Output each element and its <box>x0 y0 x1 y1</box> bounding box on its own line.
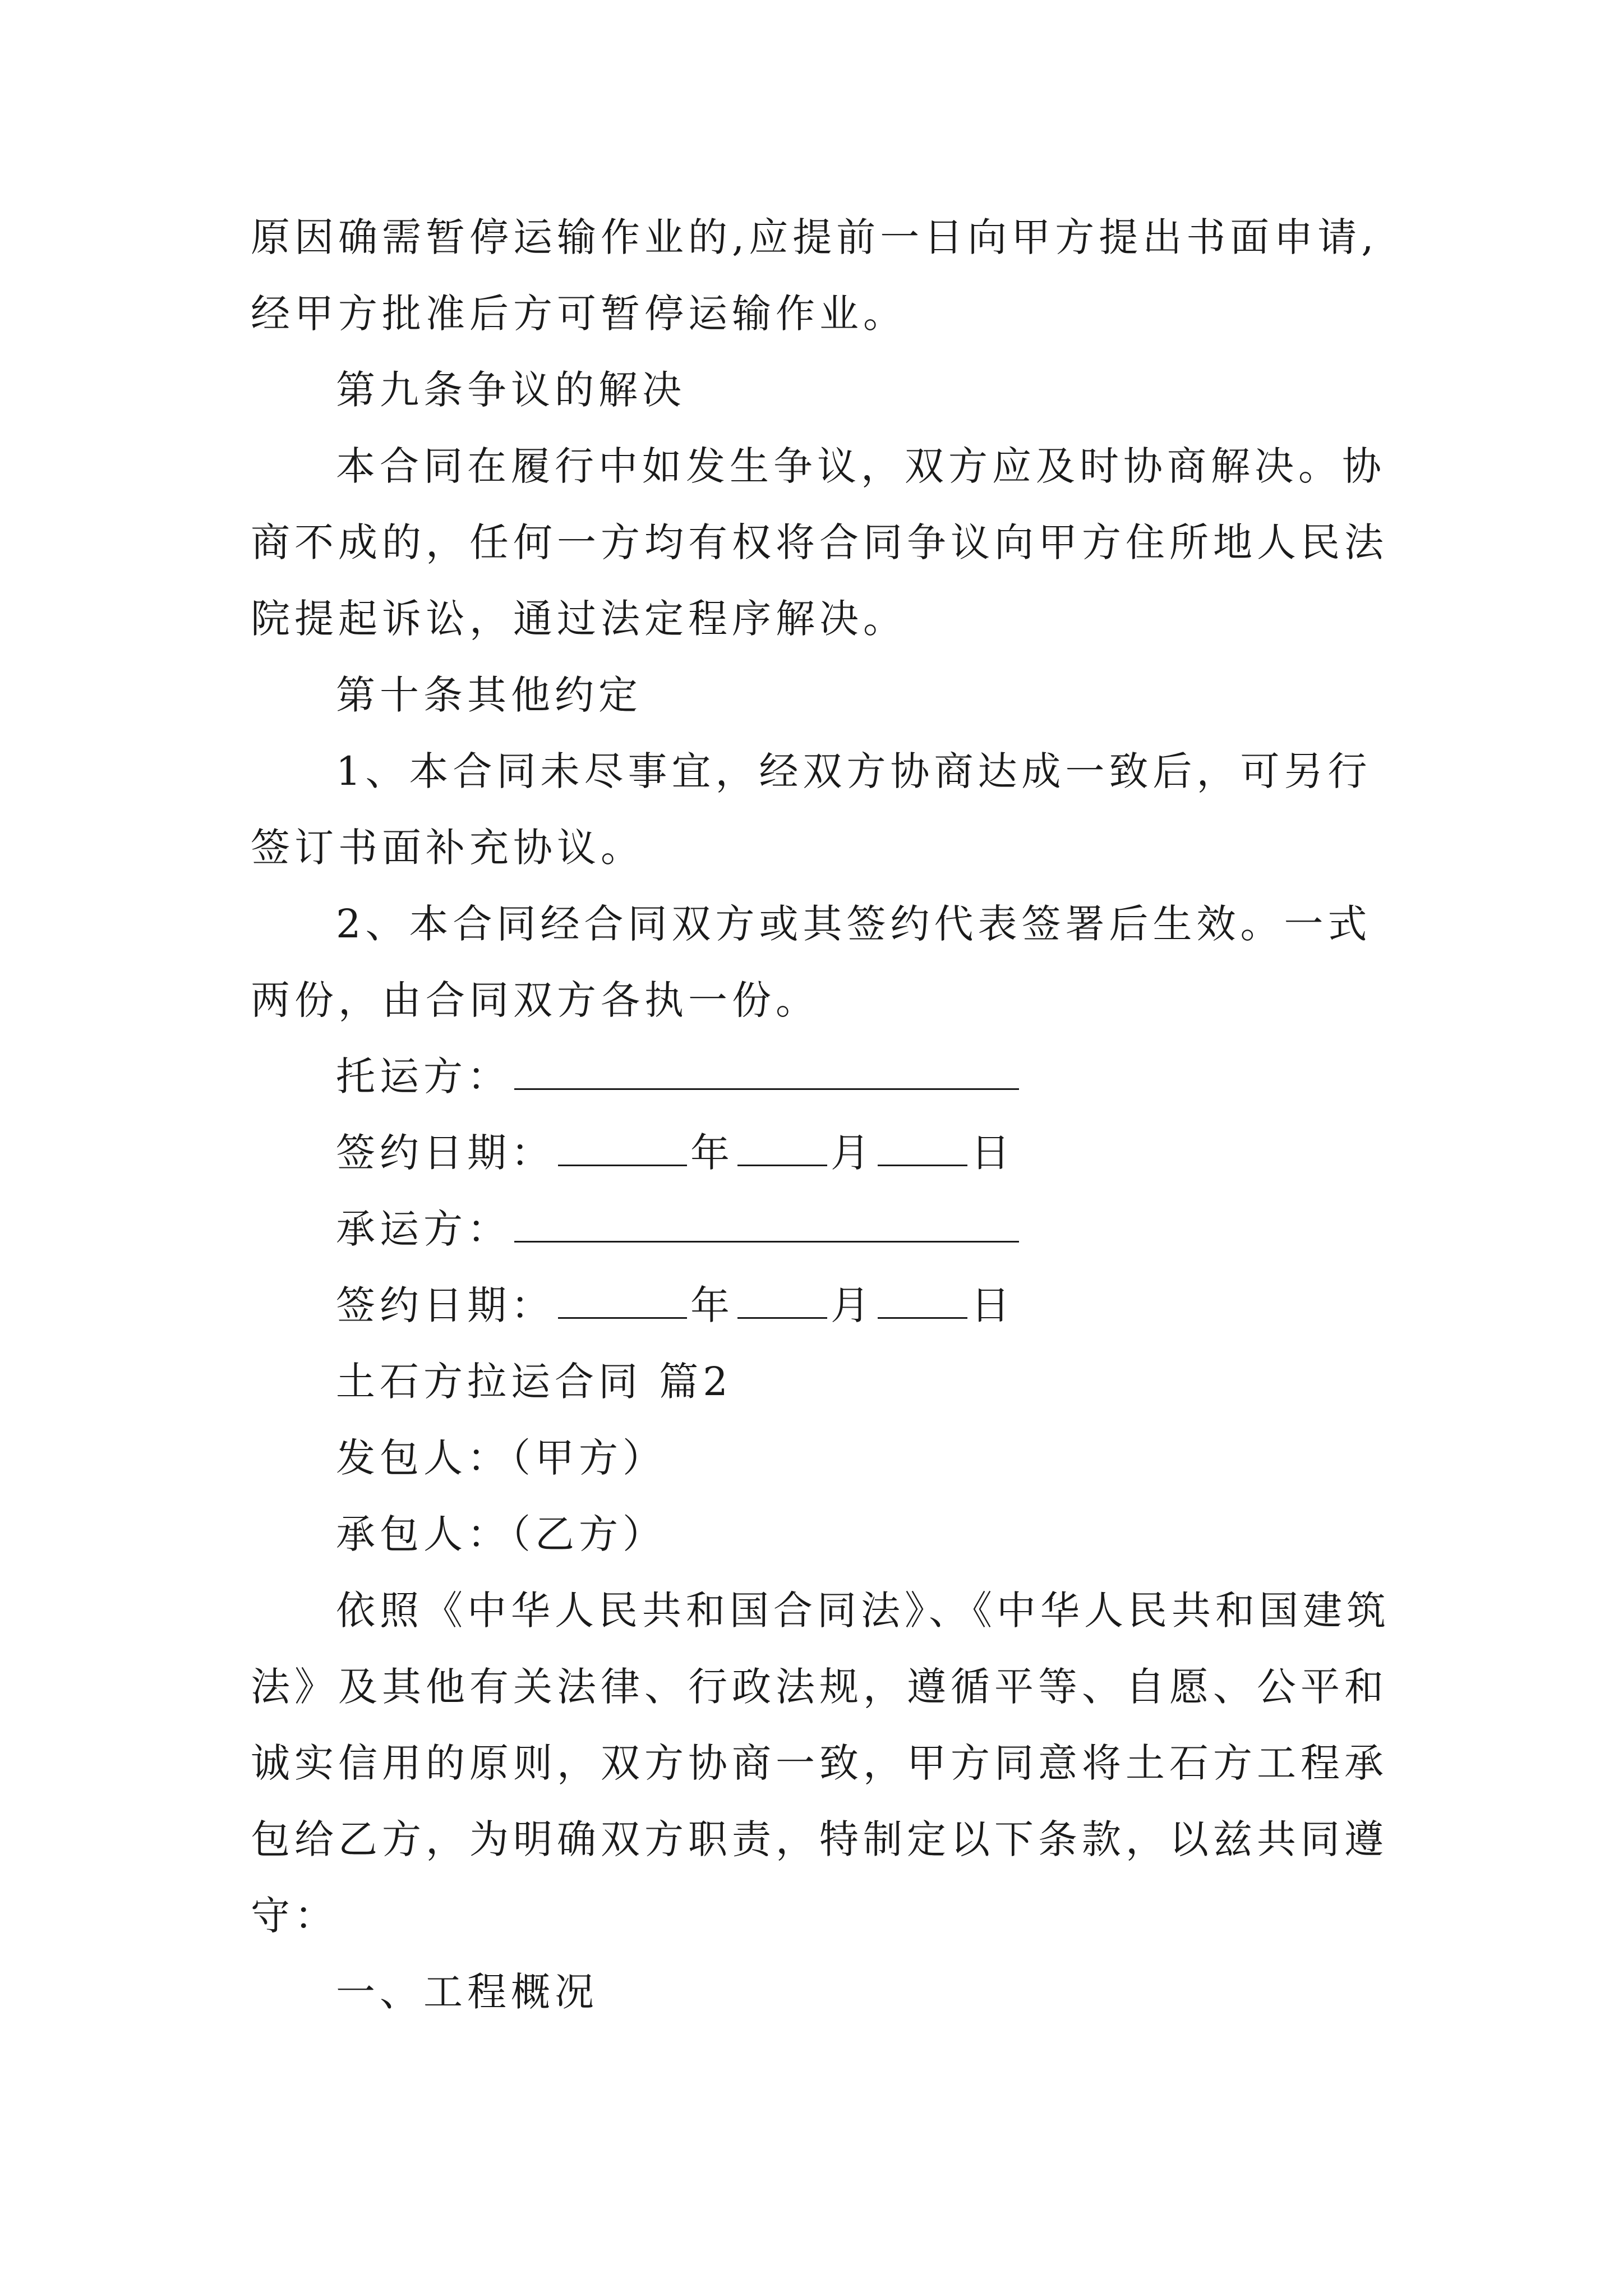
day-label: 日 <box>971 1282 1015 1328</box>
year-label: 年 <box>690 1130 734 1176</box>
section-1-title: 一、工程概况 <box>336 1969 598 2015</box>
sign-date-label: 签约日期： <box>336 1282 555 1328</box>
consignor-signature-line <box>251 1038 1440 1115</box>
month-label: 月 <box>831 1130 874 1176</box>
sign-date-line <box>251 1115 1440 1191</box>
month-blank <box>737 1286 827 1319</box>
employer-label: 发包人：（甲方） <box>336 1435 666 1481</box>
month-label: 月 <box>831 1282 874 1328</box>
paragraph-line: 两份，由合同双方各执一份。 <box>251 977 819 1023</box>
day-label: 日 <box>971 1130 1015 1176</box>
paragraph-line: 1、本合同未尽事宜，经双方协商达成一致后，可另行 <box>336 748 1372 794</box>
sign-date-label: 签约日期： <box>336 1130 555 1176</box>
carrier-label: 承运方： <box>336 1206 511 1252</box>
month-blank <box>737 1133 827 1166</box>
year-label: 年 <box>690 1282 734 1328</box>
year-blank <box>558 1286 687 1319</box>
carrier-blank <box>514 1209 1019 1243</box>
contractor-label: 承包人：（乙方） <box>336 1511 666 1557</box>
paragraph-line: 法》及其他有关法律、行政法规，遵循平等、自愿、公平和 <box>251 1664 1388 1710</box>
paragraph-line: 本合同在履行中如发生争议，双方应及时协商解决。协 <box>336 443 1386 489</box>
contract-2-title: 土石方拉运合同 篇2 <box>336 1359 732 1405</box>
paragraph-line: 诚实信用的原则，双方协商一致，甲方同意将土石方工程承 <box>251 1740 1388 1786</box>
paragraph-line: 原因确需暂停运输作业的,应提前一日向甲方提出书面申请, <box>251 214 1378 260</box>
paragraph-line: 签订书面补充协议。 <box>251 825 644 871</box>
consignor-label: 托运方： <box>336 1053 511 1099</box>
paragraph-line: 经甲方批准后方可暂停运输作业。 <box>251 291 907 337</box>
paragraph-line: 2、本合同经合同双方或其签约代表签署后生效。一式 <box>336 901 1372 947</box>
paragraph-line: 守： <box>251 1893 338 1939</box>
article-10-title: 第十条其他约定 <box>336 672 642 718</box>
paragraph-line: 包给乙方，为明确双方职责，特制定以下条款，以兹共同遵 <box>251 1816 1388 1862</box>
paragraph-line: 依照《中华人民共和国合同法》、《中华人民共和国建筑 <box>336 1588 1390 1634</box>
day-blank <box>878 1286 967 1319</box>
sign-date-line <box>251 1267 1440 1343</box>
article-9-title: 第九条争议的解决 <box>336 367 686 413</box>
carrier-signature-line <box>251 1191 1440 1267</box>
consignor-blank <box>514 1057 1019 1090</box>
paragraph-line: 商不成的，任何一方均有权将合同争议向甲方住所地人民法 <box>251 519 1388 565</box>
document-body <box>251 199 1440 2030</box>
day-blank <box>878 1133 967 1166</box>
year-blank <box>558 1133 687 1166</box>
paragraph-line: 院提起诉讼，通过法定程序解决。 <box>251 596 907 642</box>
